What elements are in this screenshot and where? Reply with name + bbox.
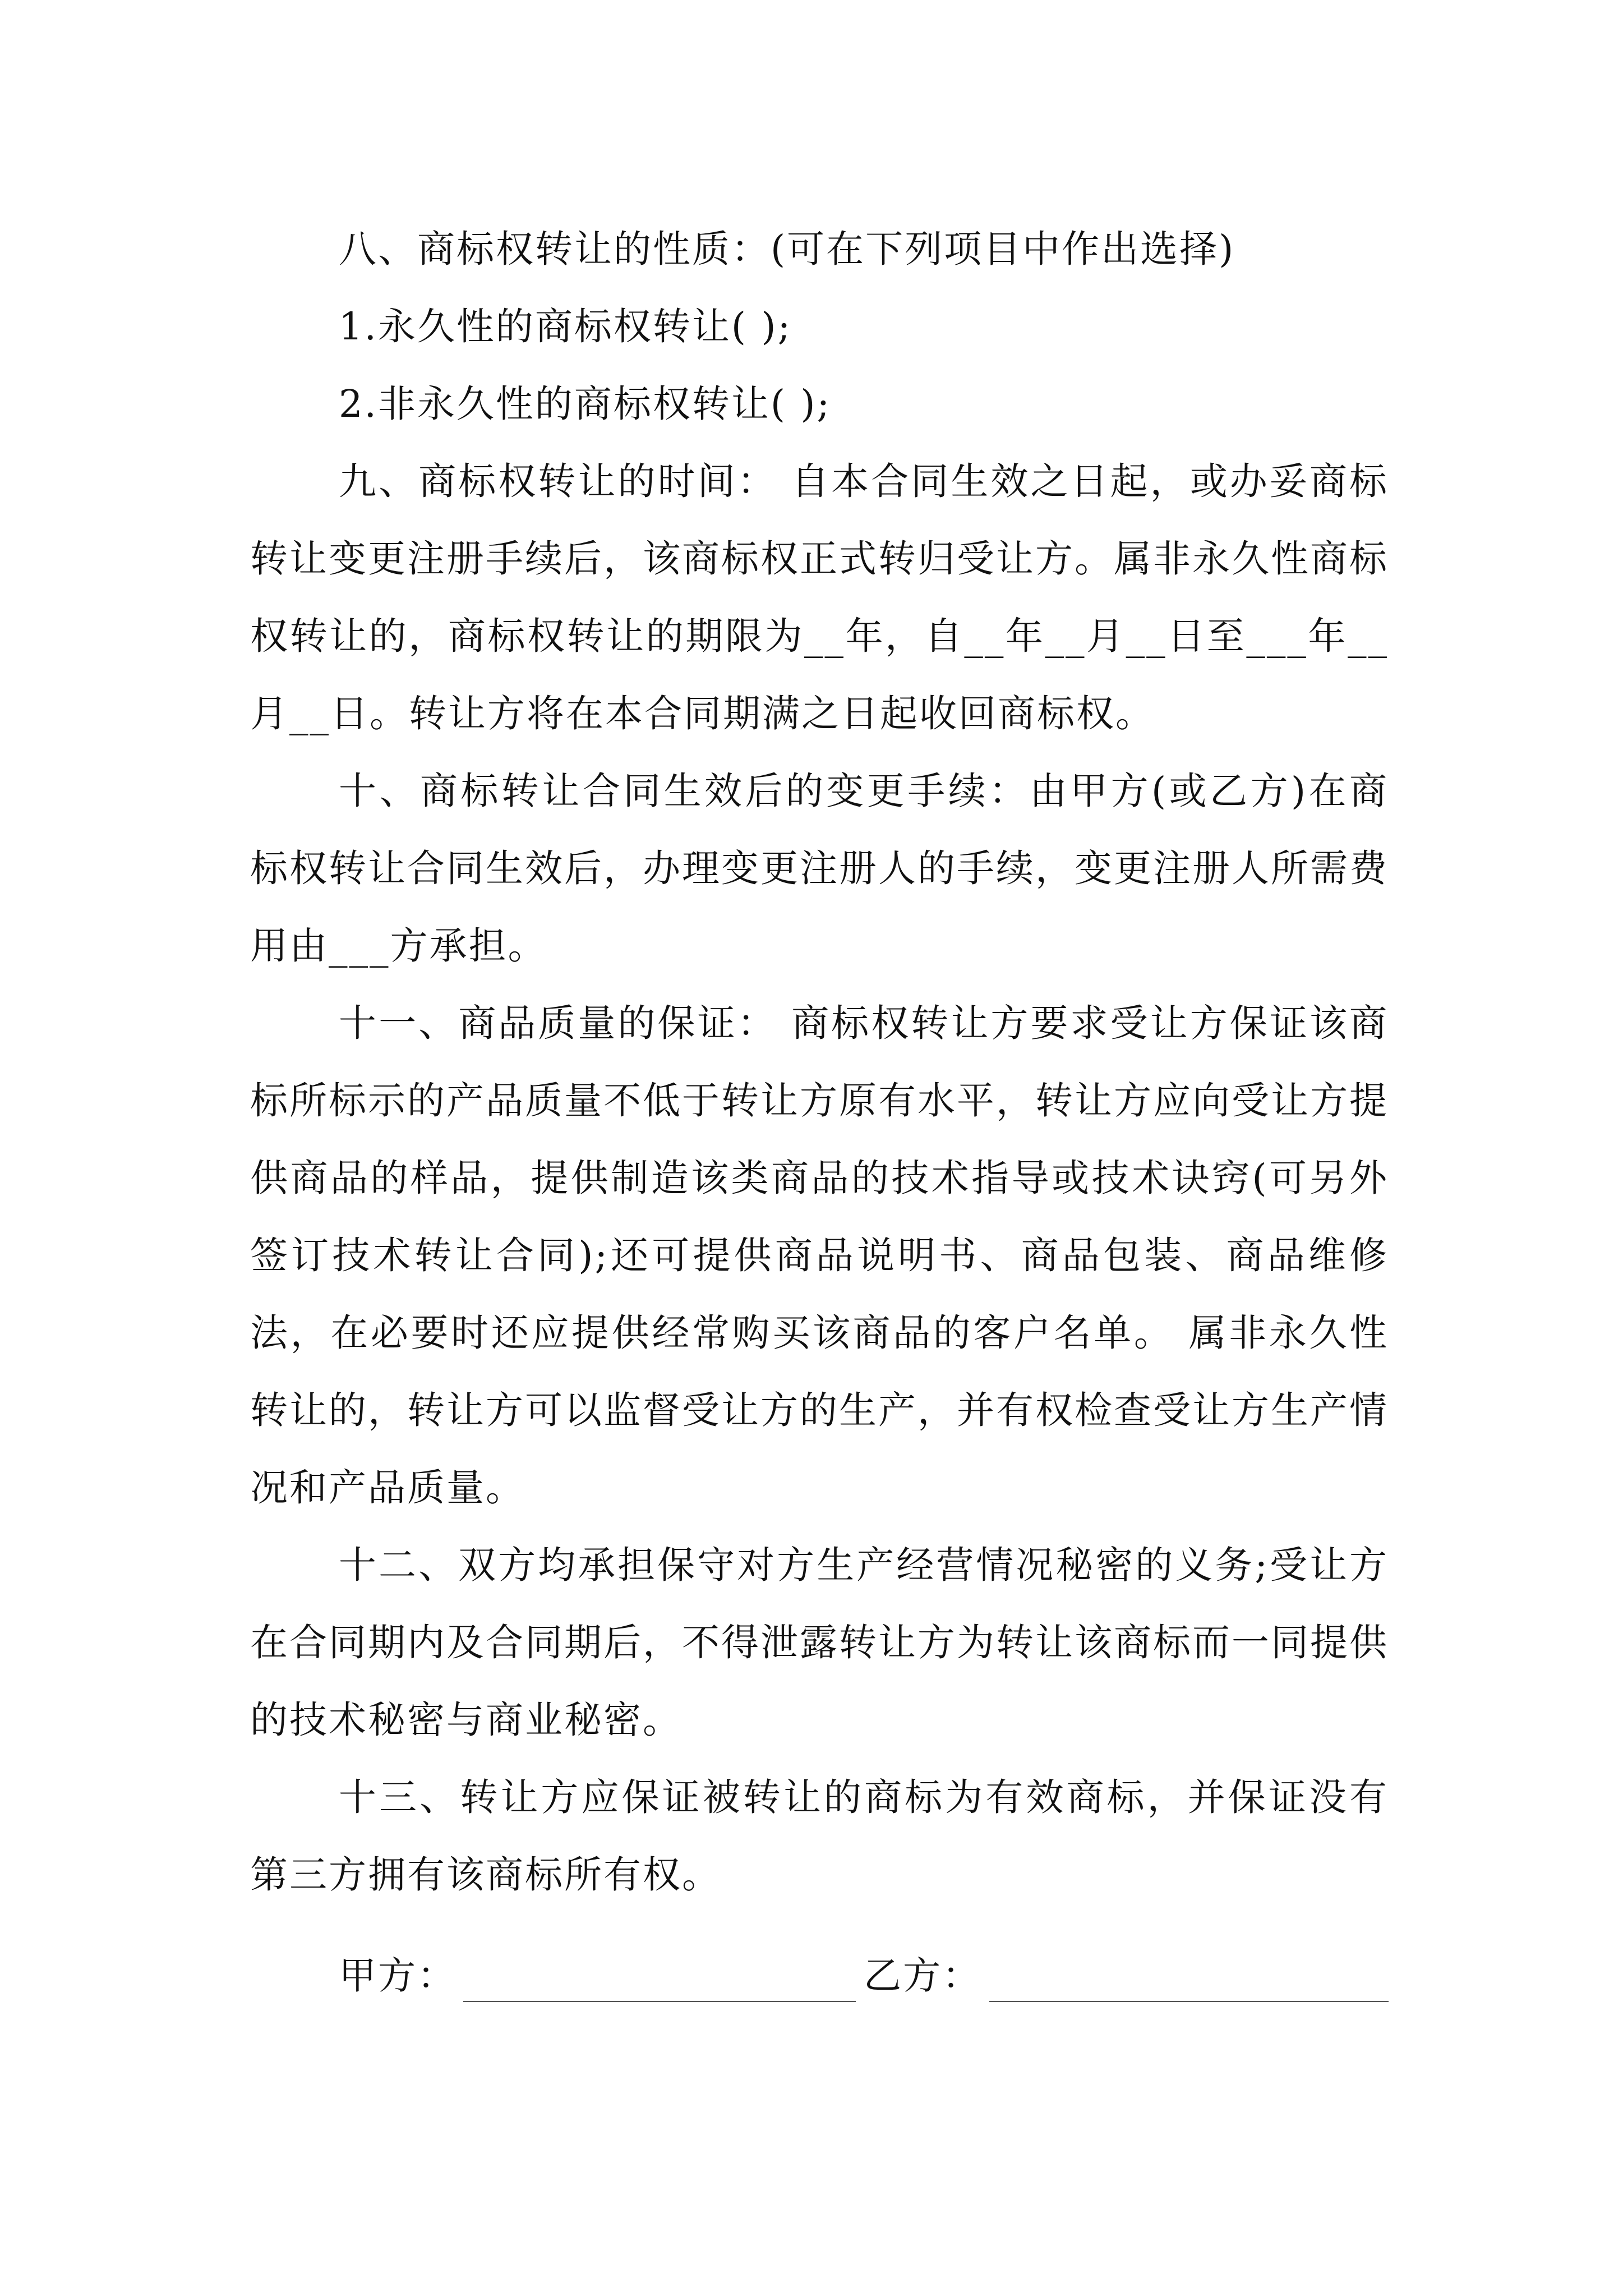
party-b-label: 乙方： (864, 1954, 981, 1998)
party-a-signature-line (463, 2001, 856, 2002)
clause-8-heading: 八、商标权转让的性质：(可在下列项目中作出选择) (339, 227, 1235, 271)
party-b-signature-line (989, 2001, 1389, 2002)
clause-12: 十二、双方均承担保守对方生产经营情况秘密的义务;受让方在合同期内及合同期后，不得泄露转让方为转让该商标而一同提供的技术秘密与商业秘密。 (250, 1543, 1389, 1742)
clause-10: 十、商标转让合同生效后的变更手续：由甲方(或乙方)在商标权转让合同生效后，办理变更注册人的手续，变更注册人所需费用由___方承担。 (250, 769, 1389, 968)
clause-9: 九、商标权转让的时间： 自本合同生效之日起，或办妥商标转让变更注册手续后，该商标权正式转归受让方。属非永久性商标权转让的，商标权转让的期限为__年，自__年__月__日至___年__月__日。转让方将在本合同期满之日起收回商标权。 (250, 459, 1389, 735)
clause-11: 十一、商品质量的保证： 商标权转让方要求受让方保证该商标所标示的产品质量不低于转让方原有水平，转让方应向受让方提供商品的样品，提供制造该类商品的技术指导或技术诀窍(可另外签订技术转让合同);还可提供商品说明书、商品包装、商品维修法，在必要时还应提供经常购买该商品的客户名单。 属非永久性转让的，转让方可以监督受让方的生产，并有权检查受让方生产情况和产品质量。 (250, 1001, 1389, 1510)
signature-row (339, 1937, 1389, 2016)
party-a-label: 甲方： (339, 1954, 457, 1998)
clause-8-option-1: 1.永久性的商标权转让( ); (339, 305, 792, 348)
clause-8-option-2: 2.非永久性的商标权转让( ); (339, 382, 832, 426)
clause-13: 十三、转让方应保证被转让的商标为有效商标，并保证没有第三方拥有该商标所有权。 (250, 1775, 1389, 1897)
document-body (250, 210, 1389, 1913)
